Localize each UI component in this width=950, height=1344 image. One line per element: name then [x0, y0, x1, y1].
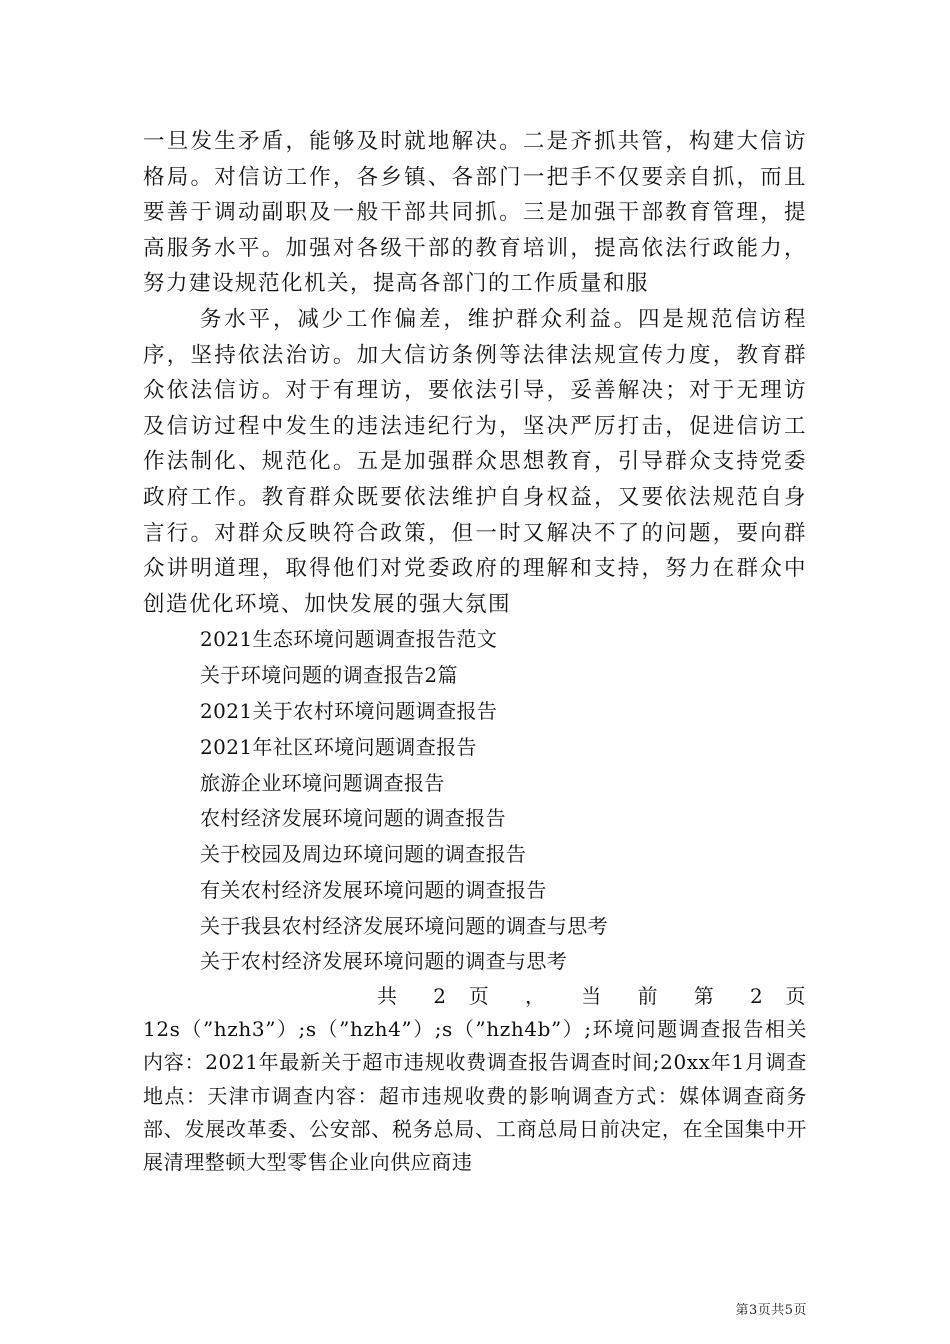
paragraph-1: 一旦发生矛盾，能够及时就地解决。二是齐抓共管，构建大信访格局。对信访工作，各乡镇、各部门一把手不仅要亲自抓，而且要善于调动副职及一般干部共同抓。三是加强干部教育管理，提高服务水平。加强对各级干部的教育培训，提高依法行政能力，努力建设规范化机关，提高各部门的工作质量和服	[143, 129, 807, 297]
pagination-text: 共 2 页 ， 当 前 第 2 页	[377, 984, 807, 1009]
document-body	[143, 124, 807, 1179]
related-link[interactable]: 关于农村经济发展环境问题的调查与思考	[200, 949, 568, 974]
related-link[interactable]: 旅游企业环境问题调查报告	[200, 770, 445, 795]
related-link[interactable]: 关于我县农村经济发展环境问题的调查与思考	[200, 913, 608, 938]
related-link[interactable]: 关于校园及周边环境问题的调查报告	[200, 842, 527, 867]
related-link[interactable]: 关于环境问题的调查报告2篇	[200, 663, 458, 688]
related-link[interactable]: 有关农村经济发展环境问题的调查报告	[200, 877, 547, 902]
related-link[interactable]: 2021年社区环境问题调查报告	[200, 734, 477, 759]
related-link[interactable]: 2021关于农村环境问题调查报告	[200, 698, 498, 723]
paragraph-2: 务水平，减少工作偏差，维护群众利益。四是规范信访程序，坚持依法治访。加大信访条例等法律法规宣传力度，教育群众依法信访。对于有理访，要依法引导，妥善解决；对于无理访及信访过程中发生的违法违纪行为，坚决严厉打击，促进信访工作法制化、规范化。五是加强群众思想教育，引导群众支持党委政府工作。教育群众既要依法维护自身权益，又要依法规范自身言行。对群众反映符合政策，但一时又解决不了的问题，要向群众讲明道理，取得他们对党委政府的理解和支持，努力在群众中创造优化环境、加快发展的强大氛围	[143, 306, 807, 617]
related-link[interactable]: 2021生态环境问题调查报告范文	[200, 627, 498, 652]
page-footer: 第3页共5页	[735, 1303, 807, 1318]
related-link[interactable]: 农村经济发展环境问题的调查报告	[200, 806, 506, 831]
related-links-list	[143, 622, 807, 980]
appended-text: 12s（”hzh3”）;s（”hzh4”）;s（”hzh4b”）;环境问题调查报告相关内容：2021年最新关于超市违规收费调查报告调查时间;20xx年1月调查地点：天津市调查内容：超市违规收费的影响调查方式：媒体调查商务部、发展改革委、公安部、税务总局、工商总局日前决定，在全国集中开展清理整顿大型零售企业向供应商违	[143, 1017, 807, 1175]
